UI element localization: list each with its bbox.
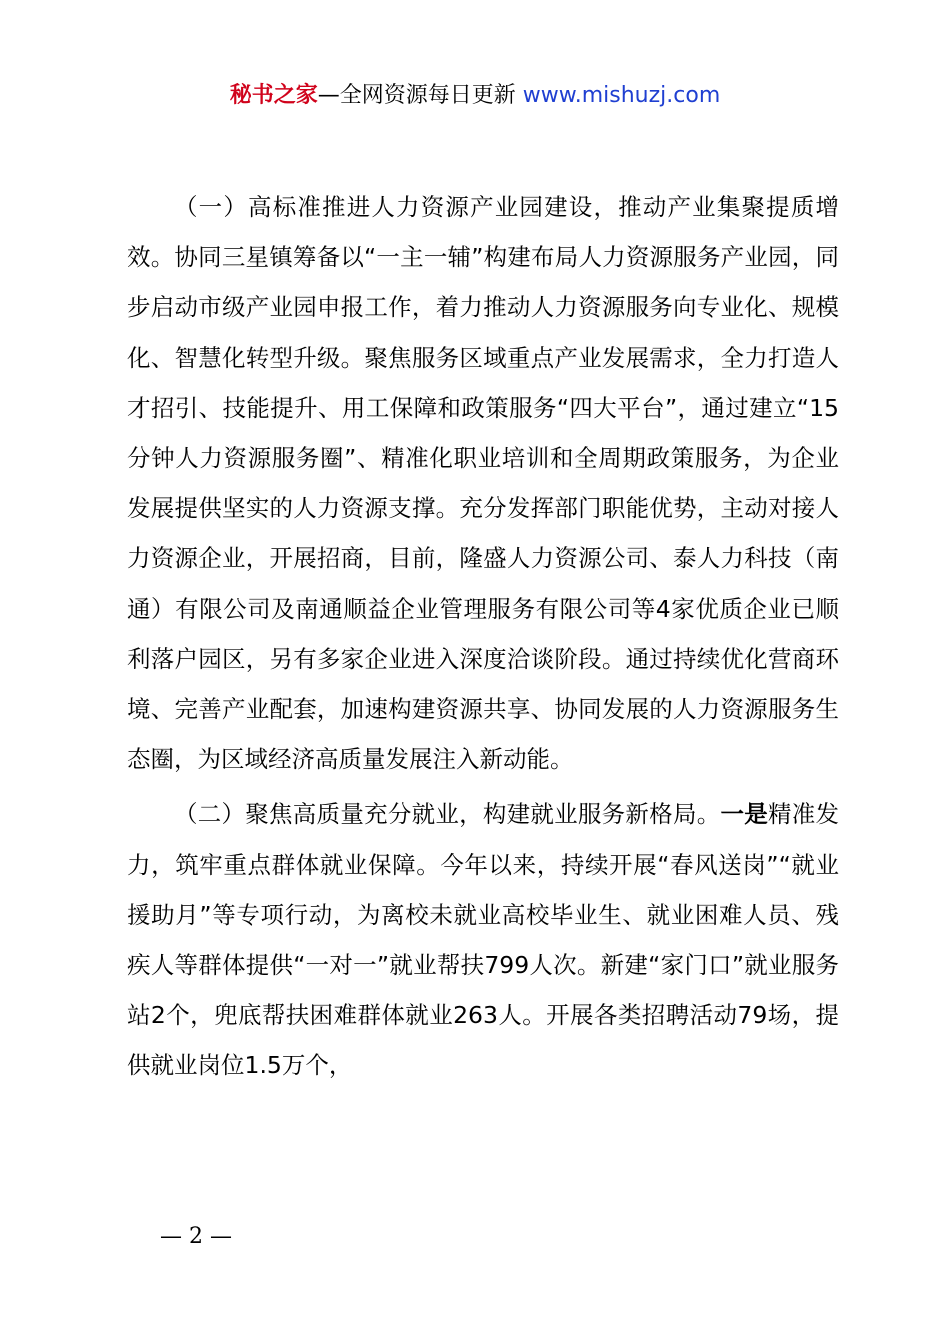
paragraph-employment-heading: （二）聚焦高质量充分就业，构建就业服务新格局。 xyxy=(174,800,721,829)
header-url[interactable]: www.mishuzj.com xyxy=(522,83,721,108)
brand-name: 秘书之家 xyxy=(229,83,318,108)
paragraph-employment-rest: 精准发力，筑牢重点群体就业保障。今年以来，持续开展“春风送岗”“就业援助月”等专项行动，为离校未就业高校毕业生、就业困难人员、残疾人等群体提供“一对一”就业帮扶799人次。新建“家门口”就业服务站2个，兜底帮扶困难群体就业263人。开展各类招聘活动79场，提供就业岗位1.5万个， xyxy=(127,800,840,1080)
paragraph-employment-lead: 一是 xyxy=(720,800,768,829)
page-number: — 2 — xyxy=(160,1224,232,1249)
document-body xyxy=(127,182,839,1091)
paragraph-employment xyxy=(127,789,839,1090)
site-header xyxy=(0,80,950,112)
paragraph-industrial-park: （一）高标准推进人力资源产业园建设，推动产业集聚提质增效。协同三星镇筹备以“一主一辅”构建布局人力资源服务产业园，同步启动市级产业园申报工作，着力推动人力资源服务向专业化、规模化、智慧化转型升级。聚焦服务区域重点产业发展需求，全力打造人才招引、技能提升、用工保障和政策服务“四大平台”，通过建立“15分钟人力资源服务圈”、精准化职业培训和全周期政策服务，为企业发展提供坚实的人力资源支撑。充分发挥部门职能优势，主动对接人力资源企业，开展招商，目前，隆盛人力资源公司、泰人力科技（南通）有限公司及南通顺益企业管理服务有限公司等4家优质企业已顺利落户园区，另有多家企业进入深度洽谈阶段。通过持续优化营商环境、完善产业配套，加速构建资源共享、协同发展的人力资源服务生态圈，为区域经济高质量发展注入新动能。 xyxy=(127,193,839,774)
header-tagline: —全网资源每日更新 xyxy=(317,83,523,108)
